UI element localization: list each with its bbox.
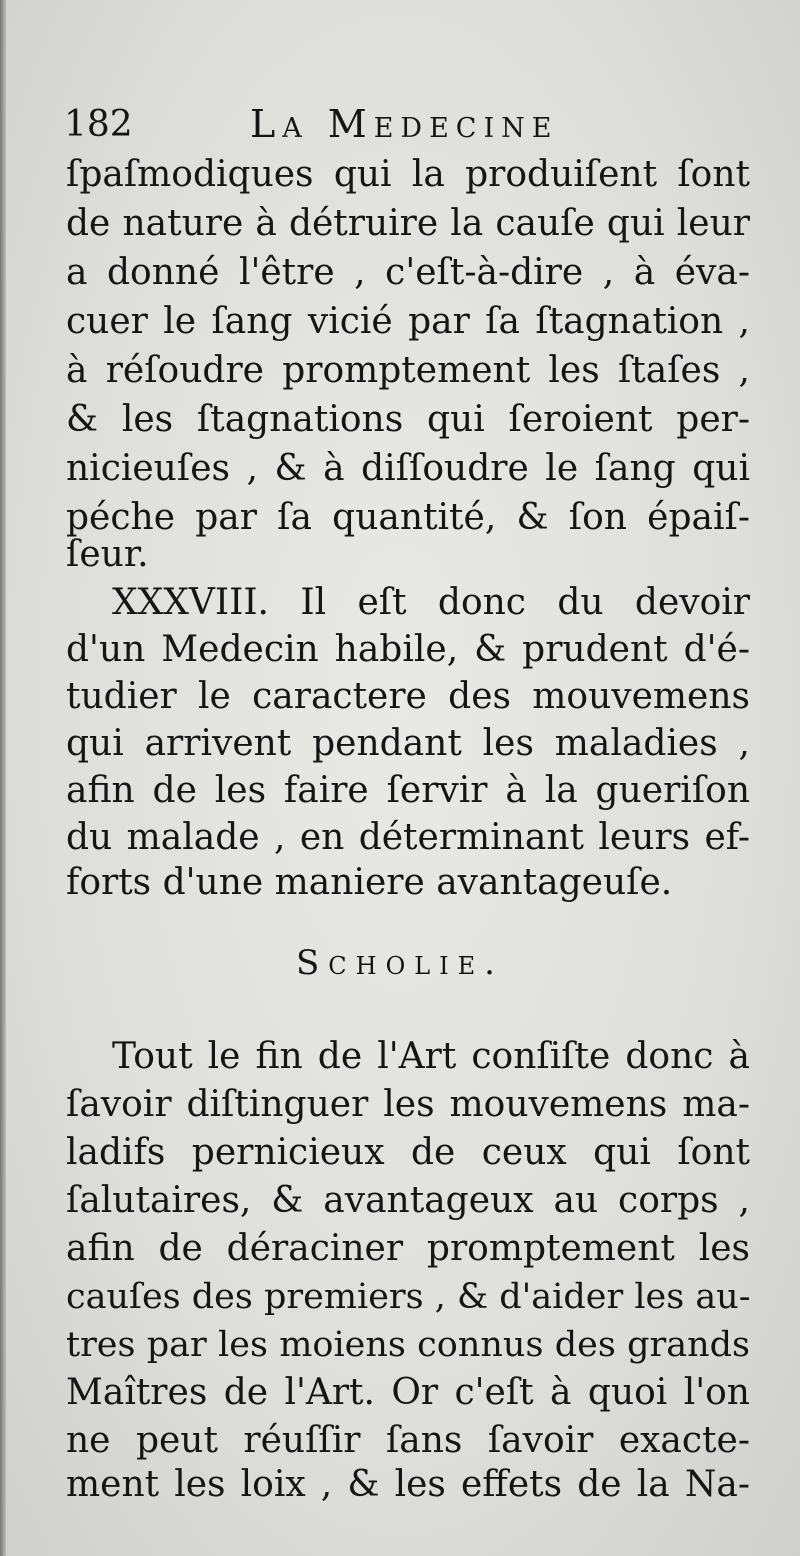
- text-line: Tout le fin de l'Art conſiſte donc à: [112, 1036, 750, 1077]
- text-line: afin de déraciner promptement les: [66, 1228, 750, 1269]
- text-line: ne peut réuſſir ſans ſavoir exacte-: [66, 1420, 750, 1461]
- text-line: péche par ſa quantité, & ſon épaiſ-: [66, 497, 750, 538]
- page-number: 182: [64, 104, 133, 145]
- text-line: tres par les moiens connus des grands: [66, 1325, 750, 1365]
- text-line: forts d'une maniere avantageuſe.: [66, 862, 673, 903]
- text-line: cuer le ſang vicié par ſa ſtagnation ,: [66, 301, 750, 342]
- text-line: afin de les faire ſervir à la gueriſon: [66, 770, 750, 811]
- text-line: nicieuſes , & à diſſoudre le ſang qui: [66, 448, 750, 489]
- text-line: Maîtres de l'Art. Or c'eſt à quoi l'on: [66, 1372, 750, 1413]
- text-line: d'un Medecin habile, & prudent d'é-: [66, 629, 750, 670]
- text-line: qui arrivent pendant les maladies ,: [66, 723, 750, 764]
- text-line: cauſes des premiers , & d'aider les au-: [66, 1277, 751, 1317]
- text-line: tudier le caractere des mouvemens: [66, 676, 750, 717]
- text-line: du malade , en déterminant leurs ef-: [66, 817, 750, 858]
- text-line: ſpaſmodiques qui la produiſent ſont: [66, 154, 750, 195]
- text-line: ſeur.: [66, 534, 149, 575]
- text-line: ſavoir diſtinguer les mouvemens ma-: [66, 1084, 750, 1125]
- text-line: & les ſtagnations qui ſeroient per-: [66, 399, 750, 440]
- running-title: La Medecine: [250, 102, 559, 146]
- text-line: à réſoudre promptement les ſtaſes ,: [66, 350, 750, 391]
- text-line: XXXVIII. Il eſt donc du devoir: [112, 582, 750, 623]
- text-line: a donné l'être , c'eſt-à-dire , à éva-: [66, 252, 750, 293]
- page-header: [64, 100, 764, 150]
- text-line: ladifs pernicieux de ceux qui ſont: [66, 1132, 750, 1173]
- text-line: de nature à détruire la cauſe qui leur: [66, 203, 750, 244]
- text-line: ment les loix , & les effets de la Na-: [66, 1464, 750, 1505]
- text-line: ſalutaires, & avantageux au corps ,: [66, 1180, 750, 1221]
- section-heading: Scholie.: [295, 943, 504, 983]
- page-spine-shadow: [0, 0, 6, 1556]
